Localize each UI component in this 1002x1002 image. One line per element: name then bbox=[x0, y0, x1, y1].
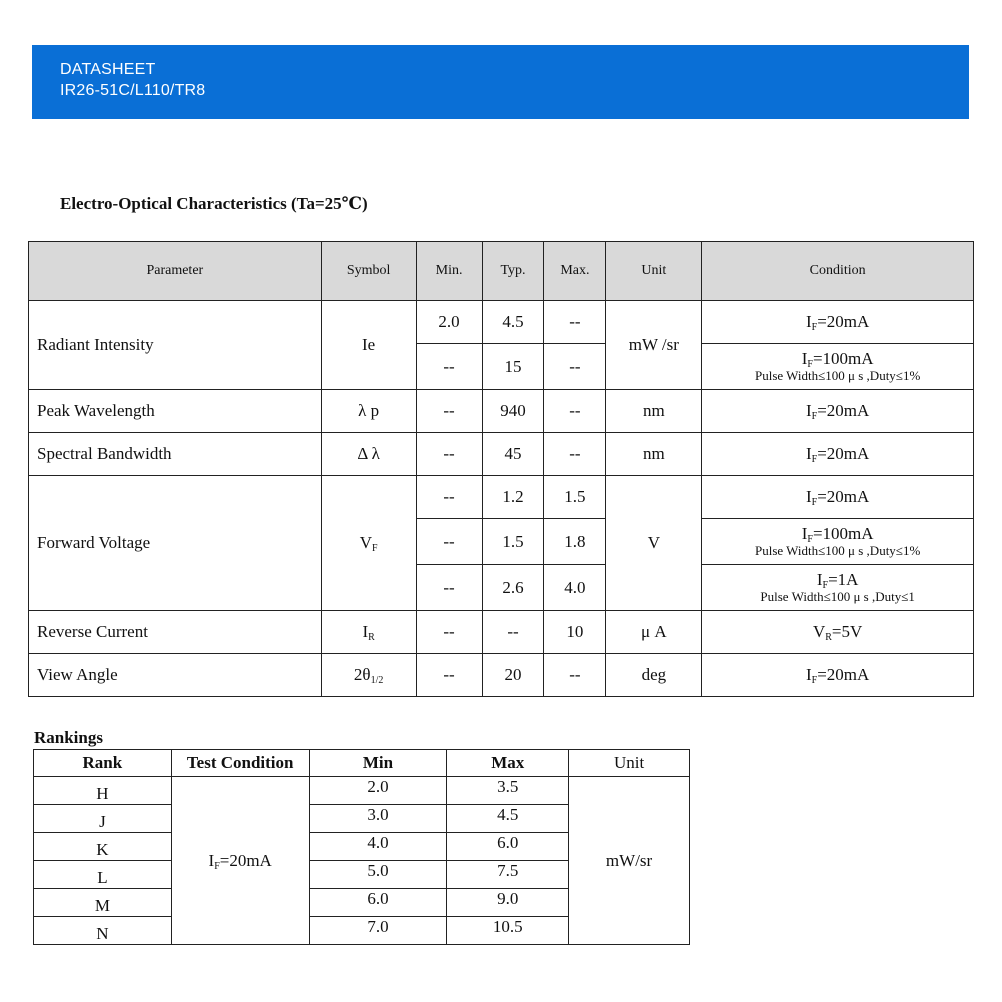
max-cell: 7.5 bbox=[447, 861, 569, 889]
rank-cell: N bbox=[34, 917, 172, 945]
table-row bbox=[29, 433, 974, 476]
param-view-angle: View Angle bbox=[29, 654, 322, 697]
param-forward-voltage: Forward Voltage bbox=[29, 476, 322, 611]
table-header-row bbox=[29, 242, 974, 301]
rank-cell: J bbox=[34, 805, 172, 833]
max-cell: 10.5 bbox=[447, 917, 569, 945]
cell-condition: $I_F=20mA$ bbox=[702, 433, 974, 476]
cell-max: 10 bbox=[544, 611, 606, 654]
max-cell: 4.5 bbox=[447, 805, 569, 833]
table-row bbox=[29, 476, 974, 519]
min-cell: 2.0 bbox=[309, 777, 447, 805]
table-row bbox=[29, 611, 974, 654]
cell-condition: $I_F=1A$ Pulse Width≤100 μ s ,Duty≤1 bbox=[702, 565, 974, 611]
part-number: IR26-51C/L110/TR8 bbox=[60, 82, 206, 99]
param-peak-wavelength: Peak Wavelength bbox=[29, 390, 322, 433]
cell-min: -- bbox=[416, 433, 482, 476]
symbol-radiant-intensity: Ie bbox=[321, 301, 416, 390]
cell-typ: 1.2 bbox=[482, 476, 544, 519]
table-row bbox=[29, 390, 974, 433]
unit-radiant-intensity: mW /sr bbox=[606, 301, 702, 390]
cell-max: -- bbox=[544, 654, 606, 697]
cell-typ: 20 bbox=[482, 654, 544, 697]
header-unit: Unit bbox=[606, 242, 702, 301]
min-cell: 7.0 bbox=[309, 917, 447, 945]
header-banner bbox=[32, 45, 969, 119]
max-cell: 6.0 bbox=[447, 833, 569, 861]
cell-typ: 940 bbox=[482, 390, 544, 433]
cell-condition: $V_R=5V$ bbox=[702, 611, 974, 654]
cell-condition: $I_F=20mA$ bbox=[702, 654, 974, 697]
rankings-header-row bbox=[34, 750, 690, 777]
symbol-spectral-bandwidth: Δ λ bbox=[321, 433, 416, 476]
symbol-view-angle: $2\theta_{1/2}$ bbox=[321, 654, 416, 697]
cell-condition: $I_F=20mA$ bbox=[702, 390, 974, 433]
header-condition: Condition bbox=[702, 242, 974, 301]
header-min: Min bbox=[309, 750, 447, 777]
cell-max: 4.0 bbox=[544, 565, 606, 611]
pulse-note: Pulse Width≤100 μ s ,Duty≤1% bbox=[754, 542, 921, 558]
param-spectral-bandwidth: Spectral Bandwidth bbox=[29, 433, 322, 476]
cell-max: -- bbox=[544, 390, 606, 433]
cell-unit: deg bbox=[606, 654, 702, 697]
electro-optical-title: Electro-Optical Characteristics (Ta=25℃) bbox=[60, 194, 368, 213]
max-cell: 3.5 bbox=[447, 777, 569, 805]
cell-min: -- bbox=[416, 390, 482, 433]
cell-typ: 4.5 bbox=[482, 301, 544, 344]
header-max: Max. bbox=[544, 242, 606, 301]
cell-max: 1.5 bbox=[544, 476, 606, 519]
rankings-title: Rankings bbox=[34, 728, 103, 747]
cell-unit: μ A bbox=[606, 611, 702, 654]
cell-unit: nm bbox=[606, 433, 702, 476]
document-type: DATASHEET bbox=[60, 61, 156, 78]
cell-condition: $I_F=20mA$ bbox=[702, 476, 974, 519]
param-radiant-intensity: Radiant Intensity bbox=[29, 301, 322, 390]
cell-typ: 2.6 bbox=[482, 565, 544, 611]
cell-condition: $I_F=20mA$ bbox=[702, 301, 974, 344]
max-cell: 9.0 bbox=[447, 889, 569, 917]
unit-forward-voltage: V bbox=[606, 476, 702, 611]
unit-cell: mW/sr bbox=[569, 777, 690, 945]
header-symbol: Symbol bbox=[321, 242, 416, 301]
cell-max: -- bbox=[544, 433, 606, 476]
pulse-note: Pulse Width≤100 μ s ,Duty≤1% bbox=[754, 367, 921, 383]
rankings-table bbox=[33, 749, 690, 945]
rank-cell: K bbox=[34, 833, 172, 861]
cell-min: -- bbox=[416, 565, 482, 611]
header-rank: Rank bbox=[34, 750, 172, 777]
cell-max: -- bbox=[544, 344, 606, 390]
cell-condition: $I_F=100mA$ Pulse Width≤100 μ s ,Duty≤1% bbox=[702, 344, 974, 390]
rank-cell: H bbox=[34, 777, 172, 805]
cell-typ: 15 bbox=[482, 344, 544, 390]
symbol-peak-wavelength: λ p bbox=[321, 390, 416, 433]
cell-min: -- bbox=[416, 611, 482, 654]
cell-min: -- bbox=[416, 344, 482, 390]
cell-max: -- bbox=[544, 301, 606, 344]
min-cell: 4.0 bbox=[309, 833, 447, 861]
rank-cell: L bbox=[34, 861, 172, 889]
symbol-reverse-current: $I_R$ bbox=[321, 611, 416, 654]
cell-typ: -- bbox=[482, 611, 544, 654]
param-reverse-current: Reverse Current bbox=[29, 611, 322, 654]
pulse-note: Pulse Width≤100 μ s ,Duty≤1 bbox=[760, 588, 915, 604]
test-condition-cell: $I_F=20mA$ bbox=[171, 777, 309, 945]
min-cell: 6.0 bbox=[309, 889, 447, 917]
cell-typ: 45 bbox=[482, 433, 544, 476]
header-max: Max bbox=[447, 750, 569, 777]
header-unit: Unit bbox=[569, 750, 690, 777]
header-parameter: Parameter bbox=[29, 242, 322, 301]
cell-min: -- bbox=[416, 519, 482, 565]
table-row bbox=[34, 777, 690, 805]
cell-max: 1.8 bbox=[544, 519, 606, 565]
cell-min: -- bbox=[416, 476, 482, 519]
header-typ: Typ. bbox=[482, 242, 544, 301]
cell-min: 2.0 bbox=[416, 301, 482, 344]
min-cell: 5.0 bbox=[309, 861, 447, 889]
symbol-forward-voltage: $V_F$ bbox=[321, 476, 416, 611]
cell-typ: 1.5 bbox=[482, 519, 544, 565]
header-test-condition: Test Condition bbox=[171, 750, 309, 777]
min-cell: 3.0 bbox=[309, 805, 447, 833]
header-min: Min. bbox=[416, 242, 482, 301]
cell-condition: $I_F=100mA$ Pulse Width≤100 μ s ,Duty≤1% bbox=[702, 519, 974, 565]
table-row bbox=[29, 301, 974, 344]
cell-min: -- bbox=[416, 654, 482, 697]
table-row bbox=[29, 654, 974, 697]
cell-unit: nm bbox=[606, 390, 702, 433]
electro-optical-table bbox=[28, 241, 974, 697]
rank-cell: M bbox=[34, 889, 172, 917]
